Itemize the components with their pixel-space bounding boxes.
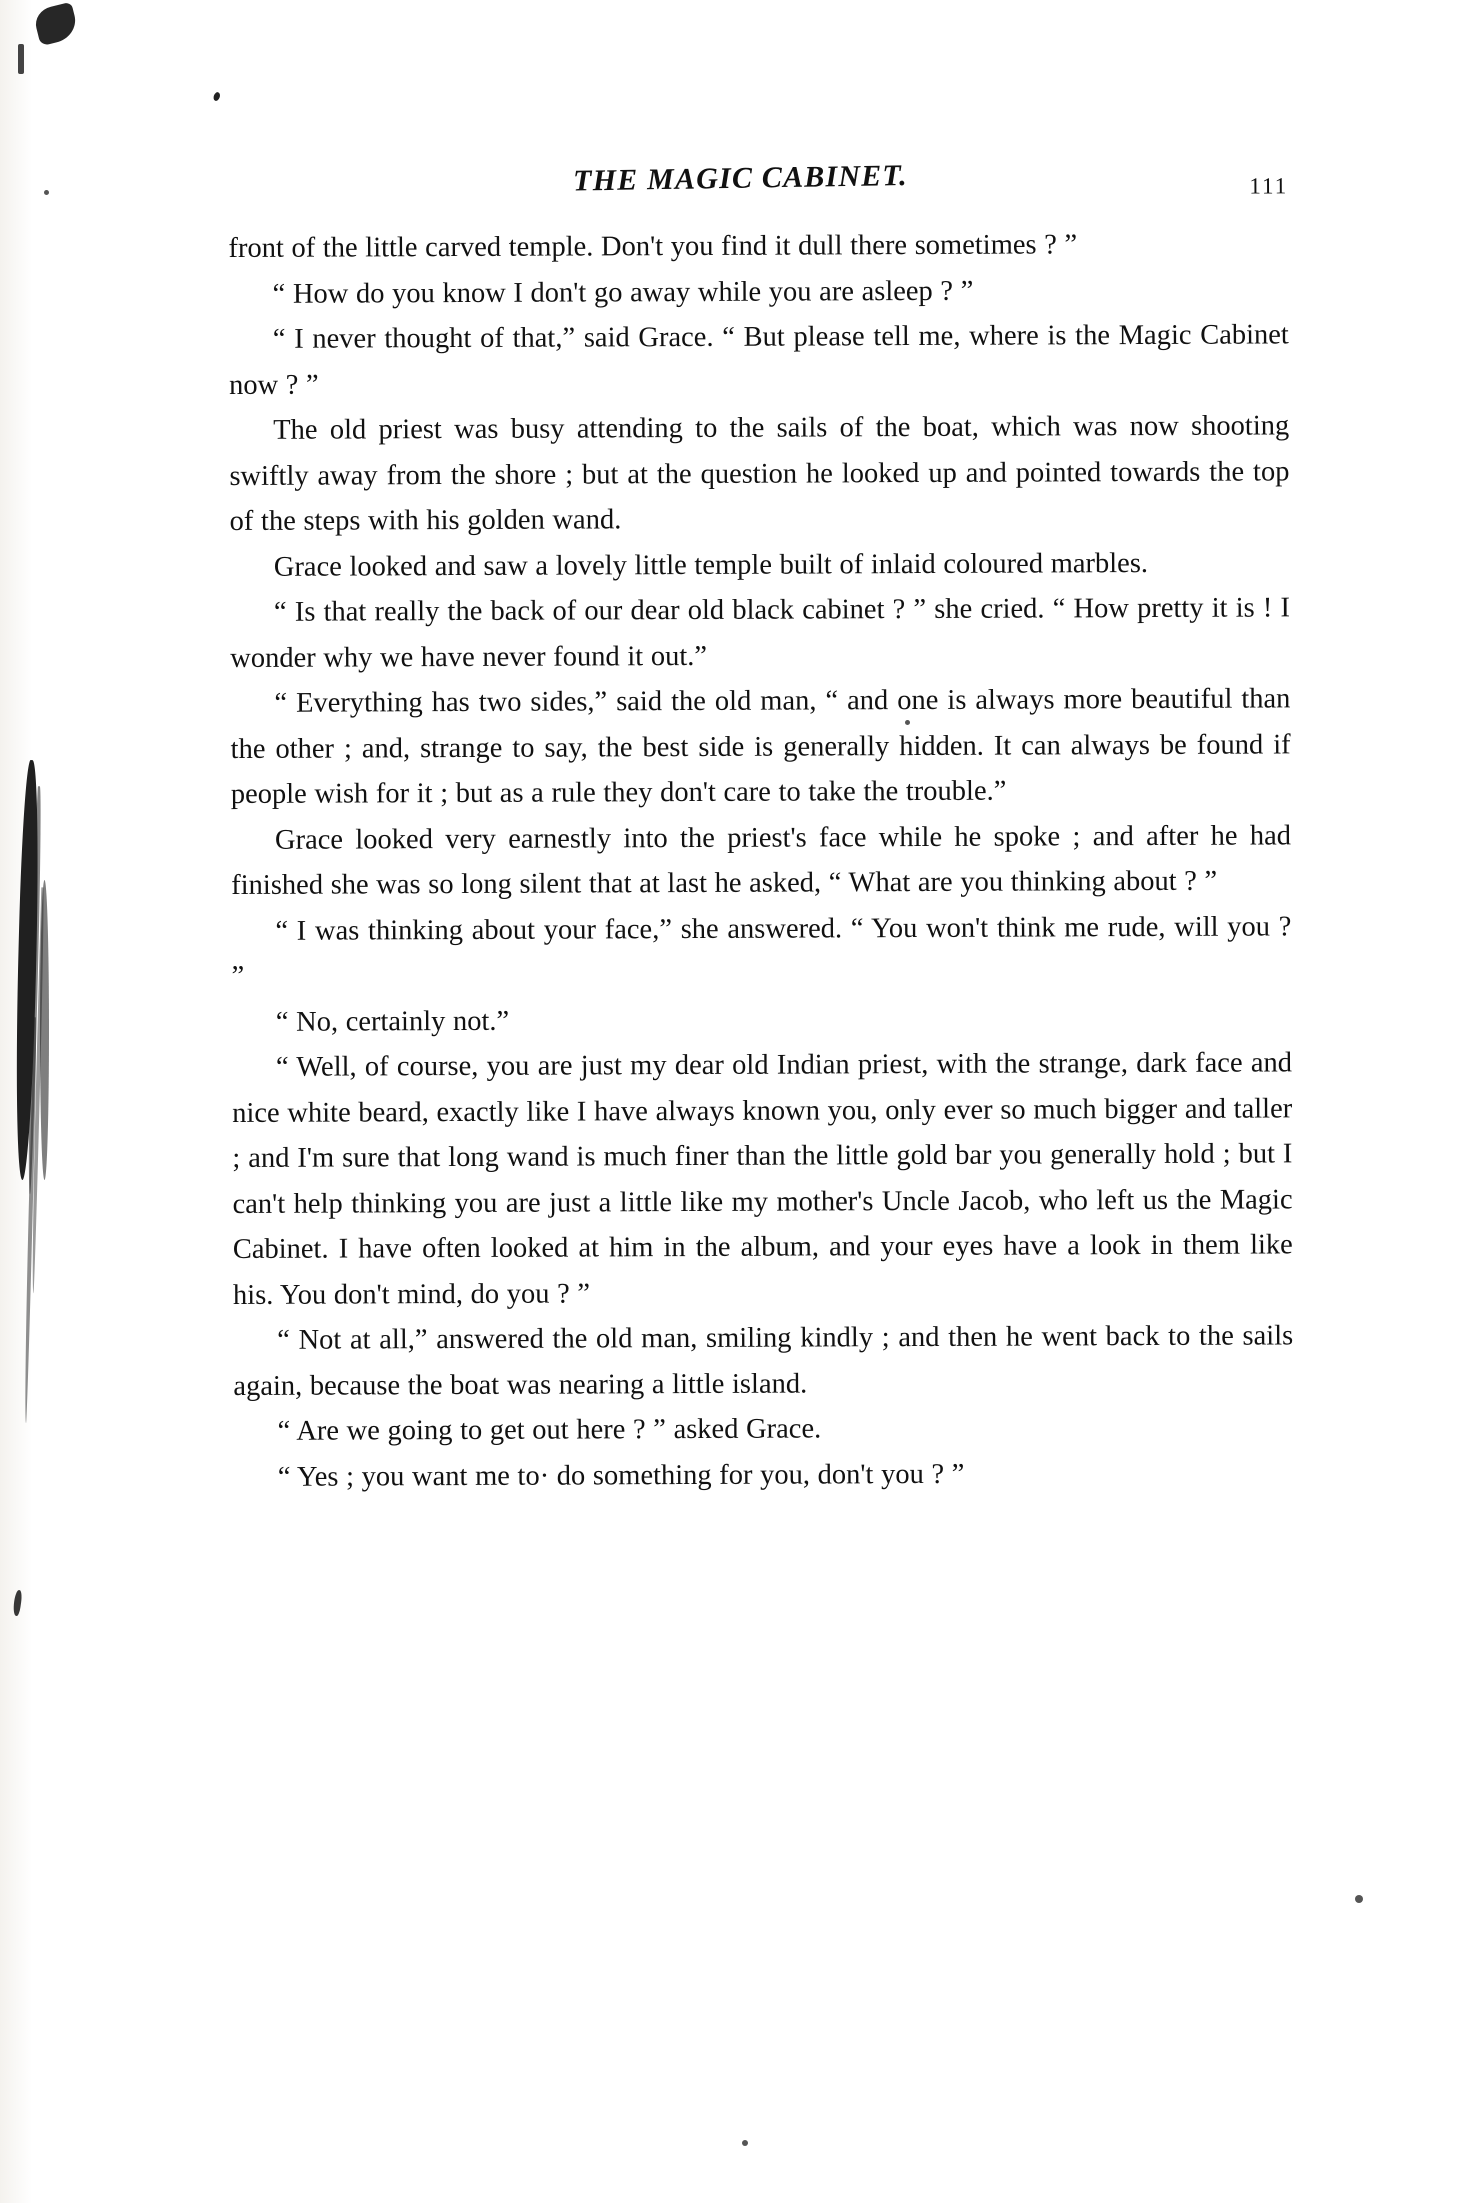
paragraph: “ Are we going to get out here ? ” asked Grace. [277, 1413, 822, 1447]
paragraph: “ No, certainly not.” [275, 1005, 510, 1038]
paragraph: “ How do you know I don't go away while you are asleep ? ” [272, 275, 974, 310]
ink-smudge-top-corner [32, 2, 80, 47]
paragraph: The old priest was busy attending to the sails of the boat, which was now shooting swiftly away from the shore ; but at the question he looked up and pointed towards the top of the steps with his golden wand. [229, 410, 1290, 537]
paragraph: “ Everything has two sides,” said the old man, “ and one is always more beautiful than the other ; and, strange to say, the best side is generally hidden. It can always be found if people wish for it ; but as a rule they don't care to take the trouble.” [230, 683, 1291, 810]
running-head: THE MAGIC CABINET. [572, 158, 909, 198]
page-number: 111 [1249, 173, 1289, 199]
paragraph: front of the little carved temple. Don't you find it dull there sometimes ? ” [228, 229, 1078, 264]
paragraph: “ Not at all,” answered the old man, smiling kindly ; and then he went back to the sails again, because the boat was nearing a little island. [233, 1320, 1294, 1402]
body-text [228, 221, 1294, 1500]
ink-speck-b [1355, 1895, 1363, 1903]
paragraph: “ Well, of course, you are just my dear old Indian priest, with the strange, dark face and nice white beard, exactly like I have always known you, only ever so much bigger and taller ; and I'm sure that long wand is much finer than the little gold bar you generally hold ; but I can't help thinking you are just a little like my mother's Uncle Jacob, who left us the Magic Cabinet. I have often looked at him in the album, and your eyes have a look in them like his. You don't mind, do you ? ” [232, 1047, 1293, 1311]
page-header [228, 145, 1288, 220]
paragraph: “ I never thought of that,” said Grace. “ But please tell me, where is the Magic Cabinet now ? ” [228, 319, 1289, 401]
ink-speck-left-lower [12, 1590, 23, 1617]
ink-smudge-left-margin-secondary [40, 880, 49, 1180]
paragraph: Grace looked and saw a lovely little temple built of inlaid coloured marbles. [273, 547, 1149, 583]
page-scan-left-edge [0, 0, 38, 2203]
ink-speck-c [742, 2140, 748, 2146]
page-body [228, 145, 1294, 1500]
paragraph: “ Is that really the back of our dear old black cabinet ? ” she cried. “ How pretty it is ! I wonder why we have never found it out.” [230, 592, 1291, 674]
paragraph: Grace looked very earnestly into the priest's face while he spoke ; and after he had finished she was so long silent that at last he asked, “ What are you thinking about ? ” [231, 819, 1292, 901]
ink-speck-header [212, 91, 221, 101]
ink-smudge-top-bar [18, 44, 24, 74]
ink-speck-a [44, 190, 49, 195]
paragraph: “ Yes ; you want me to· do something for you, don't you ? ” [277, 1458, 965, 1493]
paragraph: “ I was thinking about your face,” she answered. “ You won't think me rude, will you ? ” [231, 910, 1292, 992]
ink-smudge-left-margin [13, 760, 42, 1180]
